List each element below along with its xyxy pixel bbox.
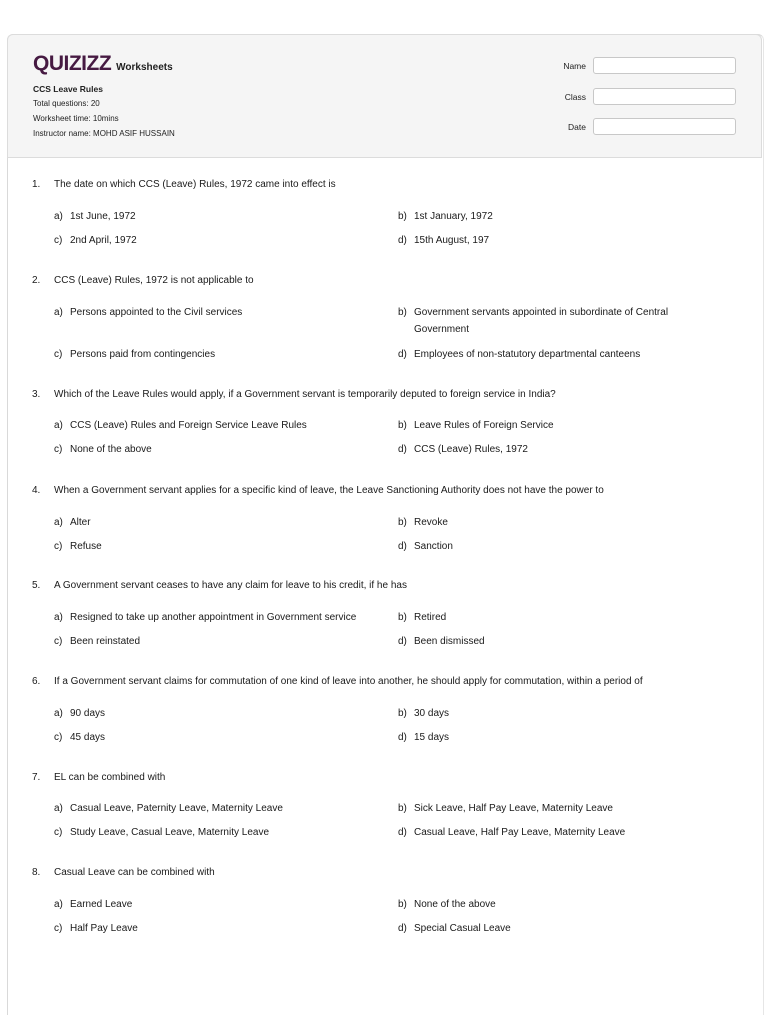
answer-option[interactable] <box>398 896 704 913</box>
option-letter: c) <box>54 349 63 360</box>
date-label: Date <box>568 122 586 132</box>
answer-option[interactable] <box>54 538 360 555</box>
question-stem <box>32 484 732 498</box>
option-text: Revoke <box>414 517 448 528</box>
option-letter: d) <box>398 349 407 360</box>
option-letter: b) <box>398 211 407 222</box>
option-text: CCS (Leave) Rules and Foreign Service Leave Rules <box>70 420 307 431</box>
answer-option[interactable] <box>54 208 360 225</box>
option-letter: c) <box>54 827 63 838</box>
answer-option[interactable] <box>398 304 704 338</box>
option-text: 1st June, 1972 <box>70 211 136 222</box>
question-number: 2. <box>32 275 41 286</box>
answer-option[interactable] <box>398 920 704 937</box>
answer-option[interactable] <box>54 441 360 458</box>
answer-option[interactable] <box>54 896 360 913</box>
question-text: CCS (Leave) Rules, 1972 is not applicable to <box>54 275 254 286</box>
brand <box>33 52 173 76</box>
question-item <box>32 579 732 647</box>
option-text: Resigned to take up another appointment in Government service <box>70 612 357 623</box>
option-text: Alter <box>70 517 91 528</box>
option-text: Casual Leave, Paternity Leave, Maternity Leave <box>70 803 283 814</box>
question-item <box>32 484 732 552</box>
question-stem <box>32 675 732 689</box>
question-number: 6. <box>32 676 41 687</box>
option-letter: a) <box>54 708 63 719</box>
answer-option[interactable] <box>54 609 360 626</box>
option-text: Leave Rules of Foreign Service <box>414 420 554 431</box>
option-letter: b) <box>398 517 407 528</box>
question-number: 8. <box>32 867 41 878</box>
option-text: Been dismissed <box>414 636 485 647</box>
option-letter: b) <box>398 708 407 719</box>
option-letter: d) <box>398 923 407 934</box>
date-field[interactable] <box>593 118 736 135</box>
option-letter: d) <box>398 444 407 455</box>
option-letter: d) <box>398 732 407 743</box>
option-text: None of the above <box>70 444 152 455</box>
answer-option[interactable] <box>398 232 704 249</box>
option-text: Retired <box>414 612 447 623</box>
option-text: Half Pay Leave <box>70 923 138 934</box>
option-letter: c) <box>54 541 63 552</box>
option-letter: b) <box>398 420 407 431</box>
question-text: EL can be combined with <box>54 772 166 783</box>
option-text: Sick Leave, Half Pay Leave, Maternity Leave <box>414 803 613 814</box>
option-text: Persons paid from contingencies <box>70 349 216 360</box>
question-number: 7. <box>32 772 41 783</box>
question-item <box>32 771 732 838</box>
question-text: If a Government servant claims for commutation of one kind of leave into another, he should apply for commutation, within a period of <box>54 676 643 687</box>
option-letter: c) <box>54 636 63 647</box>
question-text: A Government servant ceases to have any claim for leave to his credit, if he has <box>54 580 407 591</box>
brand-subtitle: Worksheets <box>116 62 173 73</box>
class-label: Class <box>564 92 586 102</box>
option-text: Been reinstated <box>70 636 141 647</box>
answer-option[interactable] <box>398 417 704 434</box>
option-text: 15th August, 197 <box>414 235 490 246</box>
question-number: 3. <box>32 389 41 400</box>
option-letter: d) <box>398 541 407 552</box>
answer-option[interactable] <box>54 800 360 817</box>
option-text: 90 days <box>70 708 106 719</box>
question-stem <box>32 771 732 785</box>
option-letter: a) <box>54 899 63 910</box>
option-letter: d) <box>398 827 407 838</box>
worksheet-time: Worksheet time: 10mins <box>33 114 119 123</box>
option-letter: b) <box>398 899 407 910</box>
answer-option[interactable] <box>398 538 704 555</box>
question-item <box>32 178 732 246</box>
answer-option[interactable] <box>398 208 704 225</box>
option-text: 1st January, 1972 <box>414 211 493 222</box>
answer-option[interactable] <box>54 232 360 249</box>
option-text: None of the above <box>414 899 496 910</box>
option-letter: a) <box>54 211 63 222</box>
question-stem <box>32 274 732 288</box>
option-text: Study Leave, Casual Leave, Maternity Leave <box>70 827 270 838</box>
option-letter: d) <box>398 636 407 647</box>
question-stem <box>32 388 732 402</box>
answer-option[interactable] <box>54 705 360 722</box>
question-stem <box>32 579 732 593</box>
answer-option[interactable] <box>54 304 360 321</box>
option-letter: c) <box>54 235 63 246</box>
worksheet-title: CCS Leave Rules <box>33 84 103 94</box>
option-letter: d) <box>398 235 407 246</box>
answer-option[interactable] <box>54 729 360 746</box>
name-field[interactable] <box>593 57 736 74</box>
option-text: Earned Leave <box>70 899 133 910</box>
quizizz-logo: QUIZIZZ <box>33 52 112 75</box>
name-label: Name <box>563 61 586 71</box>
option-letter: c) <box>54 732 63 743</box>
question-item <box>32 675 732 743</box>
question-text: Which of the Leave Rules would apply, if a Government servant is temporarily deputed to foreign service in India? <box>54 389 556 400</box>
answer-option[interactable] <box>398 514 704 531</box>
answer-option[interactable] <box>54 346 360 363</box>
answer-option[interactable] <box>398 633 704 650</box>
option-text: Persons appointed to the Civil services <box>70 307 243 318</box>
option-letter: a) <box>54 803 63 814</box>
option-text: Special Casual Leave <box>414 923 511 934</box>
option-letter: c) <box>54 444 63 455</box>
option-text: Employees of non-statutory departmental canteens <box>414 349 641 360</box>
question-item <box>32 388 732 455</box>
option-text: Government servants appointed in subordinate of Central Government <box>414 307 669 335</box>
class-field[interactable] <box>593 88 736 105</box>
question-text: Casual Leave can be combined with <box>54 867 215 878</box>
option-letter: b) <box>398 612 407 623</box>
answer-option[interactable] <box>398 824 704 841</box>
option-letter: a) <box>54 517 63 528</box>
question-item <box>32 274 732 360</box>
question-text: The date on which CCS (Leave) Rules, 1972 came into effect is <box>54 179 336 190</box>
option-letter: c) <box>54 923 63 934</box>
answer-option[interactable] <box>398 441 704 458</box>
instructor-name: Instructor name: MOHD ASIF HUSSAIN <box>33 129 175 138</box>
answer-option[interactable] <box>54 417 360 434</box>
answer-option[interactable] <box>54 824 360 841</box>
option-text: 45 days <box>70 732 106 743</box>
question-stem <box>32 866 732 880</box>
option-text: Refuse <box>70 541 102 552</box>
question-text: When a Government servant applies for a specific kind of leave, the Leave Sanctioning Authority does not have the power to <box>54 485 604 496</box>
answer-option[interactable] <box>398 346 704 363</box>
question-number: 4. <box>32 485 41 496</box>
option-text: 15 days <box>414 732 450 743</box>
option-letter: a) <box>54 307 63 318</box>
option-letter: a) <box>54 612 63 623</box>
option-text: Sanction <box>414 541 453 552</box>
option-text: 2nd April, 1972 <box>70 235 137 246</box>
option-text: Casual Leave, Half Pay Leave, Maternity Leave <box>414 827 626 838</box>
answer-option[interactable] <box>54 514 360 531</box>
option-text: 30 days <box>414 708 450 719</box>
option-letter: b) <box>398 307 407 318</box>
total-questions: Total questions: 20 <box>33 99 100 108</box>
answer-option[interactable] <box>398 609 704 626</box>
option-letter: a) <box>54 420 63 431</box>
answer-option[interactable] <box>54 633 360 650</box>
answer-option[interactable] <box>54 920 360 937</box>
question-number: 5. <box>32 580 41 591</box>
worksheet-header <box>7 34 762 158</box>
question-stem <box>32 178 732 192</box>
question-number: 1. <box>32 179 41 190</box>
question-item <box>32 866 732 934</box>
answer-option[interactable] <box>398 800 704 817</box>
answer-option[interactable] <box>398 729 704 746</box>
option-letter: b) <box>398 803 407 814</box>
answer-option[interactable] <box>398 705 704 722</box>
option-text: CCS (Leave) Rules, 1972 <box>414 444 528 455</box>
